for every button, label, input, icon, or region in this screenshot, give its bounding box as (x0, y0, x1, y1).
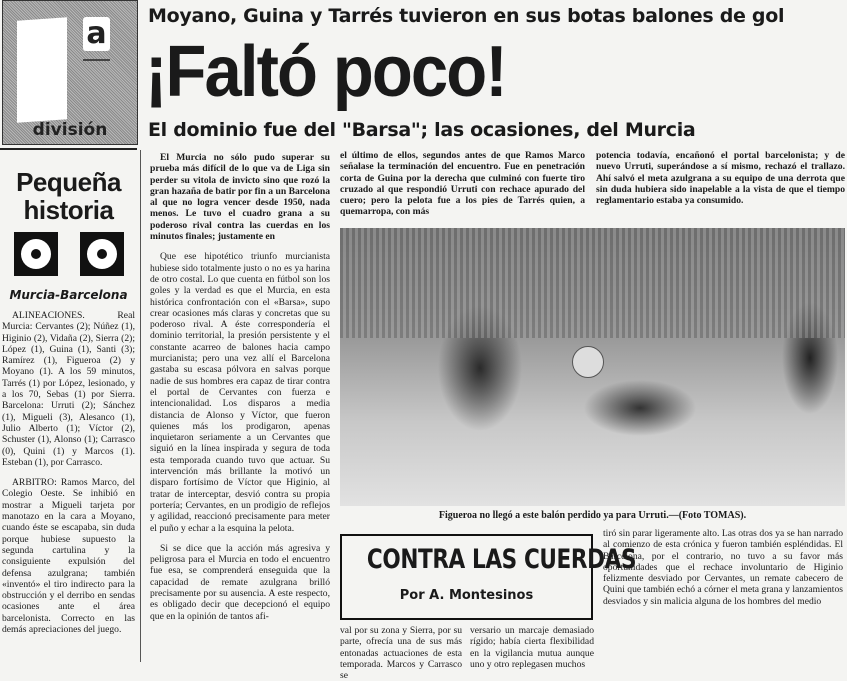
lead-paragraph: El Murcia no sólo pudo superar su prueba más difícil de lo que va de Liga sin perder su vitola de invicto sino que rozó la gran hazaña de batir por fin a un Barcelona al que no logra vencer desde 1950, nada menos. Le tuvo el cuadro grana a su poderoso rival contra las cuerdas en los minutos finales; justamente en (150, 152, 330, 243)
article-column-3 (596, 150, 845, 215)
column-text-a (340, 625, 462, 681)
section-superscript: a (83, 17, 110, 51)
article-paragraph: Si se dice que la acción más agresiva y peligrosa para el Murcia en todo el encuentro fue esa, se comprenderá enseguida que la capacidad de remate azulgrana brilló precisamente por su ausencia. A este respecto, es obligado decir que decepcionó el equipo que en la opinión de tantos afi- (150, 542, 330, 622)
section-number (17, 17, 67, 122)
article-column-1 (150, 152, 330, 662)
divider (83, 59, 110, 61)
article-column-2 (340, 150, 585, 227)
lead-paragraph: potencia todavía, encañonó el portal barcelonista; y de nuevo Urruti, superándose a sí mismo, rechazó el trallazo. Ahí salvó el meta azulgrana a su equipo de una derrota que sin duda hubiera sido inapelable a la vista de que el tiempo reglamentario estaba ya consumido. (596, 150, 845, 207)
section-label: división (32, 120, 108, 140)
column-paragraph: versario un marcaje demasiado rígido; había cierta flexibilidad en la vigilancia mutua aunque uno y otro replegasen muchos (470, 625, 594, 670)
column-title: CONTRA LAS CUERDAS (366, 544, 637, 575)
section-badge (2, 0, 138, 145)
column-text-c (603, 528, 843, 662)
article-paragraph: Que ese hipotético triunfo murcianista hubiese sido totalmente justo o no es ya harina de otro costal. Lo que cuenta en fútbol son los goles y la verdad es que el Murcia, en esta histórica confrontación con el «Barsa», supo crear ocasiones más claras y concretas que su poderoso rival. A éste correspondería el dominio territorial, la presión persistente y el constante acarreo de balones hacia campo murcianista; pero una vez allí el Barcelona gastaba su escasa pólvora en salvas porque nadie de sus hombres era capaz de tirar contra el portal de Cervantes con fuerza e intencionalidad. Los disparos a media distancia de Alonso y Víctor, que fueron quienes más los prodigaron, apenas inquietaron seriamente a un Cervantes que siguió en la línea inspirada y segura de toda esta temporada cuando tuvo que actuar. Su intervención más brillante la motivó un disparo fortísimo de Víctor que Higinio, al tratar de interceptar, desvió contra su propia portería; Cervantes, en un prodigio de reflejos y agilidad, reaccionó precisamente para meter el puño y echar a la esquina la pelota. (150, 251, 330, 534)
column-divider (140, 150, 141, 662)
column-text-b (470, 625, 594, 670)
column-paragraph: tiró sin parar ligeramente alto. Las otras dos ya se han narrado al comienzo de esta crónica y fueron también espléndidas. El Barcelona, por el contrario, no tuvo a su favor más oportunidades que el rechace involuntario de Higinio felizmente desviado por Cervantes, un remate cabecero de Quini que también echó a córner el meta grana y lanzamientos desviados y sin malicia alguna de los hombres del medio (603, 528, 843, 607)
crowd (340, 228, 845, 338)
sidebar-title: Pequeña historia (16, 167, 121, 225)
headline-title: ¡Faltó poco! (145, 32, 506, 112)
lead-paragraph: el último de ellos, segundos antes de que Ramos Marco señalase la terminación del encuentro. Fue en penetración corta de Guina por la derecha que culminó con fuerte tiro cruzado al que respondió Urruti con rechace apurado del cuero; pero la pelota fue a los pies de Tarrés quien, a quemarropa, con más (340, 150, 585, 218)
sidebar-text (2, 310, 135, 662)
headline-subhead: El dominio fue del "Barsa"; las ocasiones, del Murcia (148, 119, 696, 141)
score-icon (14, 232, 58, 276)
ball (572, 346, 604, 378)
photo-caption: Figueroa no llegó a este balón perdido ya para Urruti.—(Foto TOMAS). (438, 510, 747, 521)
divider (0, 148, 137, 150)
headline-kicker: Moyano, Guina y Tarrés tuvieron en sus botas balones de gol (148, 5, 785, 27)
column-byline: Por A. Montesinos (399, 588, 534, 603)
referee-paragraph: ARBITRO: Ramos Marco, del Colegio Oeste. Se inhibió en mostrar a Migueli tarjeta por manotazo en la cara a Moyano, cuando éste se escapaba, sin duda porque hubiese supuesto la segunda cartulina y la consiguiente expulsión del defensa azulgrana; también «inventó» el tiro indirecto para la obstrucción y el derribo en sendas ocasiones ante el área barcelonista. Correcto en las demás apreciaciones del juego. (2, 477, 135, 636)
column-header-box (340, 534, 637, 620)
column-paragraph: val por su zona y Sierra, por su parte, ofrecía una de sus más entonadas actuaciones de esta temporada. Marcos y Carrasco se (340, 625, 462, 681)
lineups-paragraph: ALINEACIONES. Real Murcia: Cervantes (2); Núñez (1), Higinio (2), Vidaña (2), Sierra (2); López (1), Guina (1), Santi (3); Ramírez (1), Figueroa (2) y Moyano (1). A los 59 minutos, Tarrés (1) por López, lesionado, y a los 70, Sebas (1) por Sierra. Barcelona: Urruti (2); Sánchez (1), Migueli (3), Alesanco (1), Julio Alberto (1); Víctor (2), Schuster (1), Alonso (1); Carrasco (0), Quini (1) y Marcos (1). Esteban (1), por Carrasco. (2, 310, 135, 468)
score-icon (80, 232, 124, 276)
match-photo (340, 228, 845, 506)
match-label: Murcia-Barcelona (9, 288, 128, 302)
